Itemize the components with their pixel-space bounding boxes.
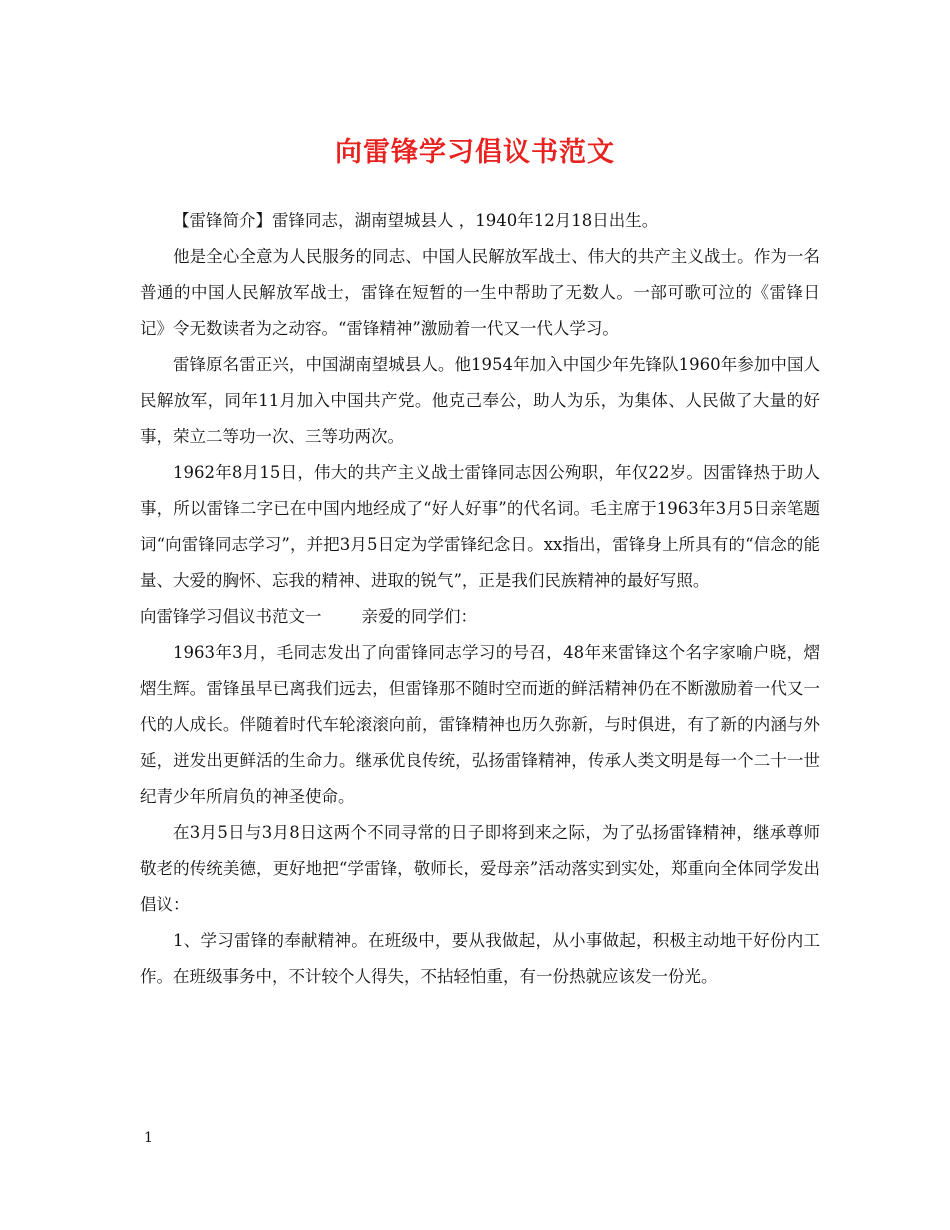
section-heading-line (140, 599, 820, 635)
greeting: 亲爱的同学们： (361, 607, 477, 626)
paragraph-item-1: 1、学习雷锋的奉献精神。在班级中，要从我做起，从小事做起，积极主动地干好份内工作。在班级事务中，不计较个人得失，不拈轻怕重，有一份热就应该发一份光。 (140, 931, 820, 986)
paragraph-intro: 【雷锋简介】雷锋同志，湖南望城县人 ，1940年12月18日出生。 (173, 211, 659, 230)
paragraph-occasion: 在3月5日与3月8日这两个不同寻常的日子即将到来之际，为了弘扬雷锋精神，继承尊师敬老的传统美德，更好地把“学雷锋，敬师长，爱母亲”活动落实到实处，郑重向全体同学发出倡议： (140, 823, 820, 914)
section-heading: 向雷锋学习倡议书范文一 (140, 607, 322, 626)
page-number: 1 (144, 1130, 153, 1146)
paragraph-history: 1962年8月15日，伟大的共产主义战士雷锋同志因公殉职，年仅22岁。因雷锋热于助人事，所以雷锋二字已在中国内地经成了“好人好事”的代名词。毛主席于1963年3月5日亲笔题词“向雷锋同志学习”，并把3月5日定为学雷锋纪念日。xx指出，雷锋身上所具有的“信念的能量、大爱的胸怀、忘我的精神、进取的锐气”，正是我们民族精神的最好写照。 (140, 463, 820, 590)
document-title: 向雷锋学习倡议书范文 (335, 137, 615, 168)
paragraph-profile: 他是全心全意为人民服务的同志、中国人民解放军战士、伟大的共产主义战士。作为一名普通的中国人民解放军战士，雷锋在短暂的一生中帮助了无数人。一部可歌可泣的《雷锋日记》令无数读者为之动容。“雷锋精神”激励着一代又一代人学习。 (140, 247, 820, 338)
paragraph-call: 1963年3月，毛同志发出了向雷锋同志学习的号召，48年来雷锋这个名字家喻户晓，熠熠生辉。雷锋虽早已离我们远去，但雷锋那不随时空而逝的鲜活精神仍在不断激励着一代又一代的人成长。伴随着时代车轮滚滚向前，雷锋精神也历久弥新，与时俱进，有了新的内涵与外延，迸发出更鲜活的生命力。继承优良传统，弘扬雷锋精神，传承人类文明是每一个二十一世纪青少年所肩负的神圣使命。 (140, 643, 820, 806)
paragraph-background: 雷锋原名雷正兴，中国湖南望城县人。他1954年加入中国少年先锋队1960年参加中国人民解放军，同年11月加入中国共产党。他克己奉公，助人为乐，为集体、人民做了大量的好事，荣立二等功一次、三等功两次。 (140, 355, 820, 446)
document-body (140, 203, 820, 995)
